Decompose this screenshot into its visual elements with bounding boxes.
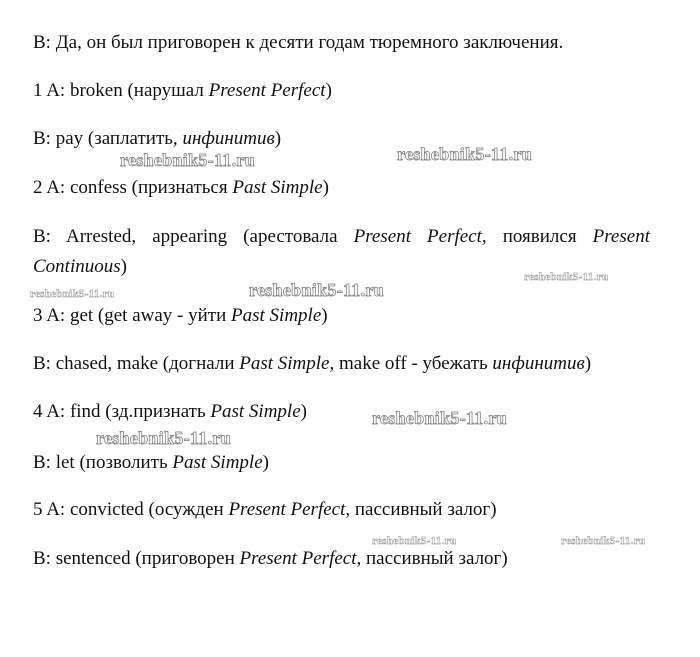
answer-line-b0: B: Да, он был приговорен к десяти годам тюремного заключения. [33,32,564,53]
watermark: reshebnik5-11.ru [372,535,457,547]
watermark: reshebnik5-11.ru [120,150,255,170]
watermark: reshebnik5-11.ru [561,535,646,547]
answer-line-2a: 2 A: confess (признаться Past Simple) [33,177,329,198]
answer-line-1b: B: pay (заплатить, инфинитив) [33,128,282,149]
watermark: reshebnik5-11.ru [372,408,507,428]
watermark: reshebnik5-11.ru [96,428,231,448]
watermark: reshebnik5-11.ru [30,288,115,300]
answer-line-2b-cont: Continuous) [33,256,127,277]
answer-line-4b: B: let (позволить Past Simple) [33,452,269,473]
answer-line-5b: B: sentenced (приговорен Present Perfect, пассивный залог) [33,548,508,569]
answer-line-2b: B: Arrested, appearing (арестовала Present Perfect, появился Present [33,226,650,247]
watermark: reshebnik5-11.ru [397,144,532,164]
answer-line-5a: 5 A: convicted (осужден Present Perfect, пассивный залог) [33,499,497,520]
answer-line-3b: B: chased, make (догнали Past Simple, make off - убежать инфинитив) [33,353,592,374]
answer-line-3a: 3 A: get (get away - уйти Past Simple) [33,305,328,326]
watermark: reshebnik5-11.ru [249,280,384,300]
watermark: reshebnik5-11.ru [524,271,609,283]
answer-line-4a: 4 A: find (зд.признать Past Simple) [33,401,307,422]
answer-line-1a: 1 A: broken (нарушал Present Perfect) [33,80,332,101]
